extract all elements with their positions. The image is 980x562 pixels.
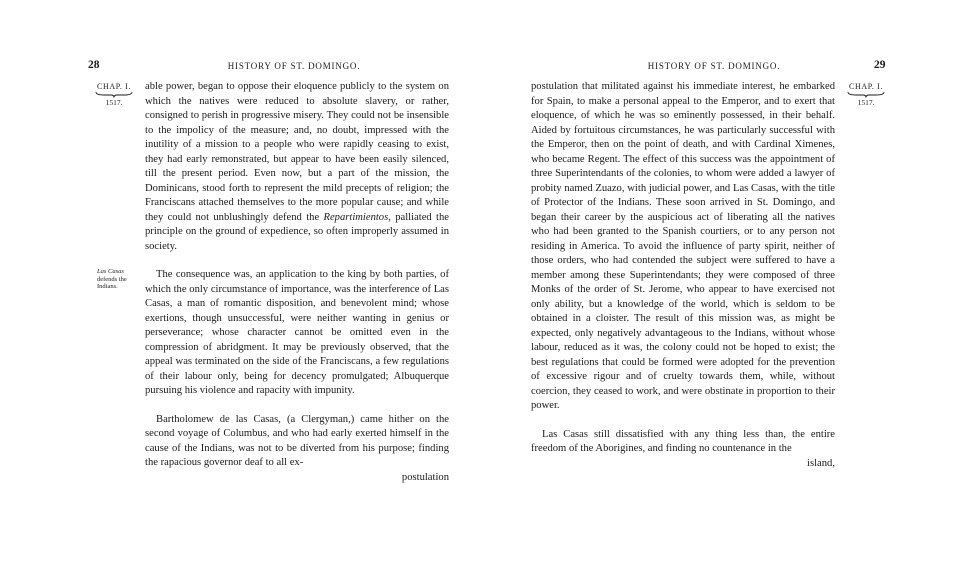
side-note-line: Las Casas [97, 268, 124, 275]
side-note [97, 268, 143, 291]
chapter-margin-note [846, 82, 886, 107]
paragraph: Las Casas still dissatisfied with any thing less than, the entire freedom of the Aborigines, and finding no countenance in the [531, 428, 835, 454]
paragraph-text: able power, began to oppose their eloquence publicly to the system on which the natives were reduced to absolute slavery, or rather, consigned to perish in progressive misery. They could not be insensible to the impolicy of the measure; and, no doubt, impressed with the inutility of a mission to a people who were rapidly ceasing to exist, they had early remonstrated, but appear to have been easily silenced, till the present period. Even now, but a part of the mission, the Dominicans, stood forth to represent the mild precepts of religion; the Franciscans attached themselves to the more popular cause; and while they could not unblushingly defend the [145, 81, 449, 223]
running-head: HISTORY OF ST. DOMINGO. [647, 61, 781, 71]
side-note-line: Indians. [97, 283, 118, 290]
chapter-label: CHAP. I. [849, 82, 883, 91]
italic-term: Repartimientos, [323, 211, 391, 223]
right-page [490, 0, 980, 562]
left-body-text [145, 80, 449, 485]
running-head: HISTORY OF ST. DOMINGO. [227, 61, 361, 71]
catchword: postulation [401, 471, 449, 483]
right-body-text [531, 80, 835, 471]
paragraph: postulation that militated against his immediate interest, he embarked for Spain, to make a personal appeal to the Emperor, and to exert that eloquence, of which he was so eminently possessed, in their behalf. Aided by fortuitous circumstances, he was particularly successful with the Emperor, then on the point of death, and with Cardinal Ximenes, who became Regent. The effect of this success was the appointment of three Superintendants of the colonies, to whom were added a lawyer of probity named Zuazo, with judicial power, and Las Casas, with the title of Protector of the Indians. These soon arrived in St. Domingo, and began their career by the auspicious act of liberating all the natives who had been granted to the Spanish courtiers, or to any person not residing in America. To avoid the influence of party spirit, neither of those orders, who had contended the subject were suffered to have a member among these Superintendants; they were composed of three Monks of the order of St. Jerome, who appear to have exercised not only ability, but a knowledge of the world, which is seldom to be obtained in a cloister. The result of this mission was, as might be expected, only negatively advantageous to the Indians, without whose labour, reduced as it was, the colony could not be hoped to exist; the best regulations that could be formed were adopted for the prevention of excessive rigour and of cruelty towards them, while, without coercion, they ceased to work, and were obstinate in proportion to their power. [531, 81, 835, 411]
page-number: 28 [88, 59, 100, 71]
chapter-margin-note [94, 82, 134, 107]
chapter-year: 1517. [857, 98, 875, 107]
paragraph: Bartholomew de las Casas, (a Clergyman,) came hither on the second voyage of Columbus, and who had early exerted himself in the cause of the Indians, was not to be diverted from his purpose; finding the rapacious governor deaf to all ex- [145, 413, 449, 468]
paragraph [145, 80, 449, 254]
chapter-label: CHAP. I. [97, 82, 131, 91]
paragraph: The consequence was, an application to the king by both parties, of which the only circumstance of importance, was the interference of Las Casas, a man of romantic disposition, and benevolent mind; whose exertions, though unsuccessful, were neither wanting in genius or perseverance; whose character cannot be omitted even in the compression of abridgment. It may be previously observed, that the appeal was terminated on the side of the Franciscans, a few regulations of their labour only, being for decency promulgated; Albuquerque pursuing his violence and rapacity with impunity. [145, 269, 449, 396]
paragraph-text: palliated the principle on the ground of expedience, so often improperly assumed in society. [145, 211, 450, 252]
catchword: island, [807, 457, 835, 469]
page-number: 29 [874, 59, 886, 71]
chapter-year: 1517. [105, 98, 123, 107]
brace-icon [94, 91, 134, 98]
side-note-line: defends the [97, 275, 127, 283]
brace-icon [846, 91, 886, 98]
